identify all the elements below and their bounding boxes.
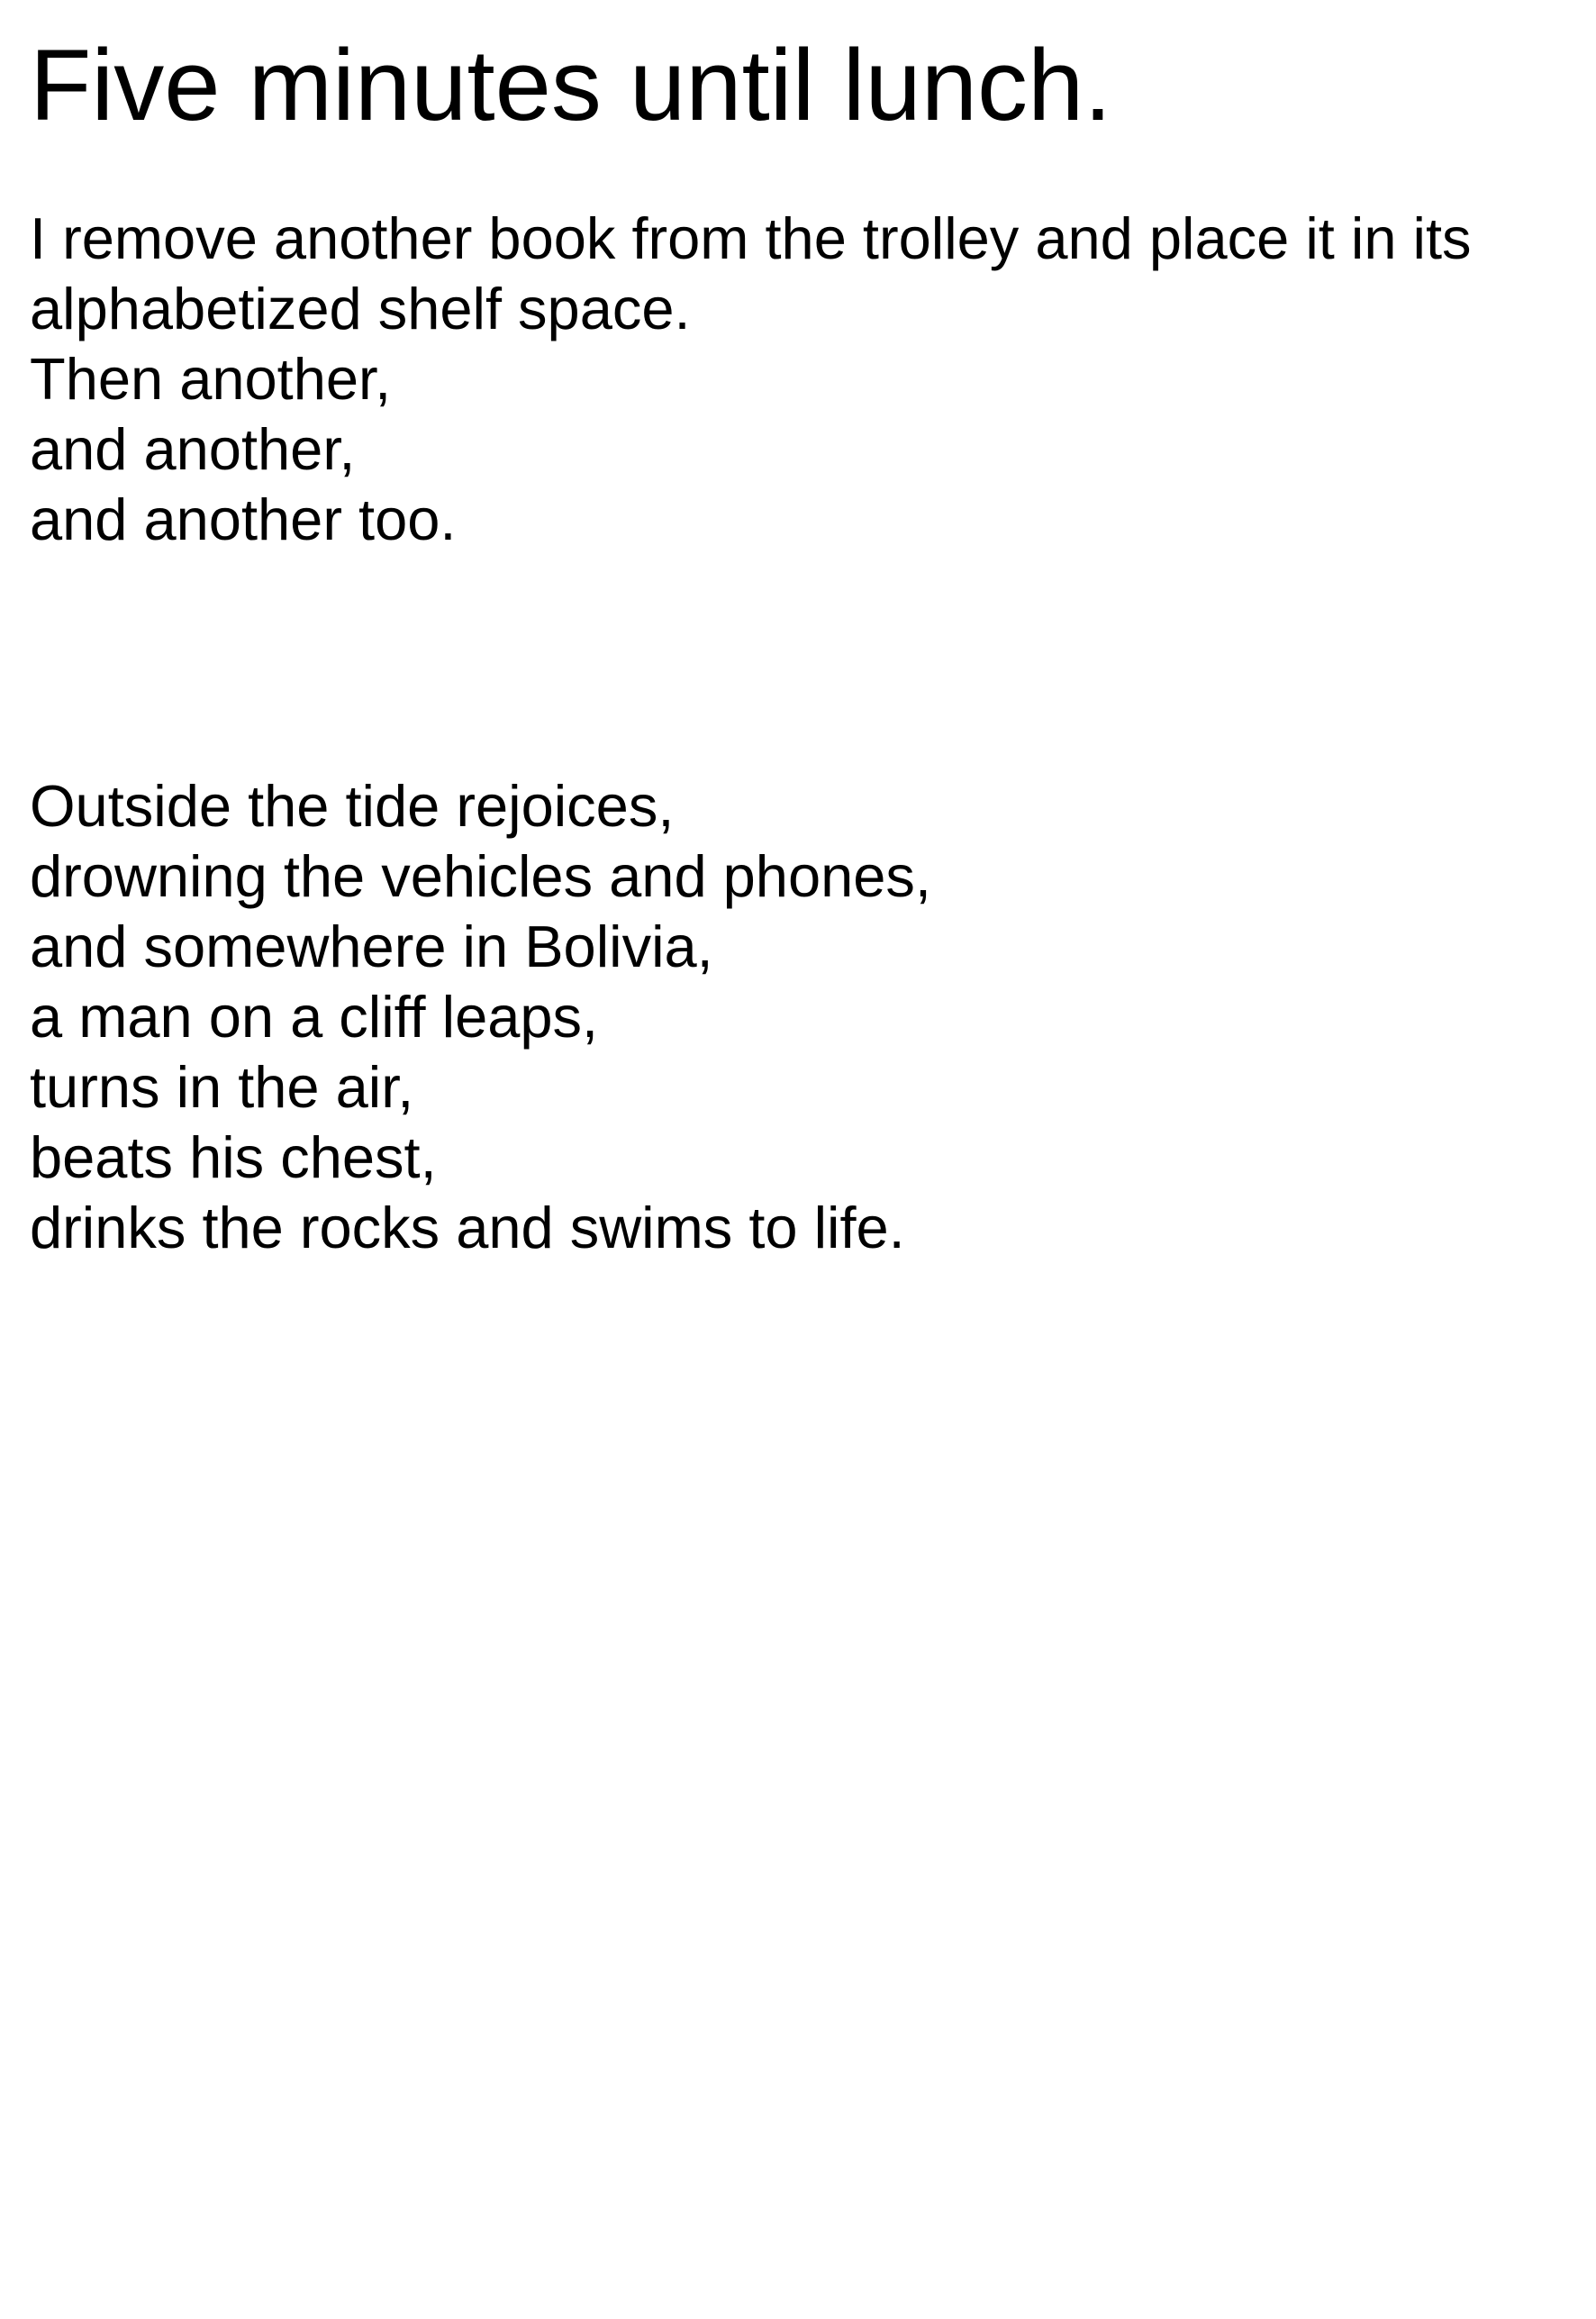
poem-line: turns in the air, [30,1054,414,1120]
poem-line: drowning the vehicles and phones, [30,843,931,909]
stanza-1 [30,204,1472,555]
poem-line: I remove another book from the trolley and place it in its [30,205,1472,271]
poem-line: Outside the tide rejoices, [30,773,675,839]
poem-line: and another, [30,416,356,482]
poem-line: and another too. [30,487,457,552]
poem-line: Then another, [30,346,392,412]
stanza-2 [30,771,931,1263]
poem-line: alphabetized shelf space. [30,276,691,341]
poem-line: a man on a cliff leaps, [30,984,599,1050]
poem-title: Five minutes until lunch. [30,29,1112,141]
poem-line: and somewhere in Bolivia, [30,914,713,979]
poem-line: beats his chest, [30,1124,437,1190]
poem-line: drinks the rocks and swims to life. [30,1195,905,1260]
